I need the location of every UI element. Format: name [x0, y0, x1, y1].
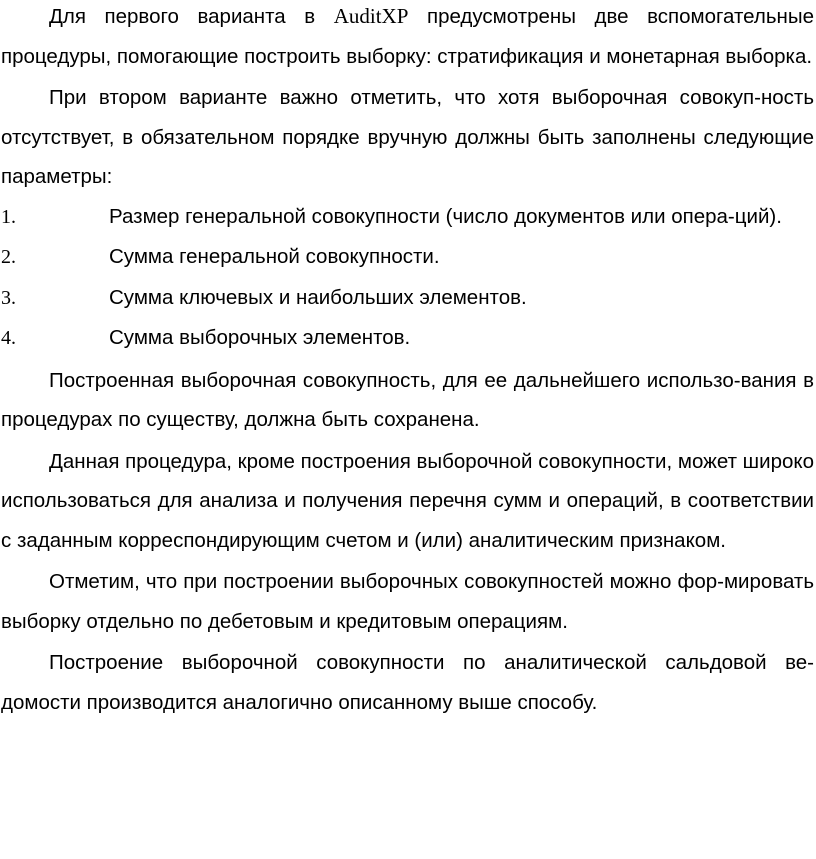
- list-text: Размер генеральной совокупности (число документов или опера-ций).: [109, 204, 782, 228]
- paragraph-text: Для первого варианта в: [49, 5, 334, 28]
- paragraph-analytical-statement: Построение выборочной совокупности по аналитической сальдовой ве-домости производится аналогично описанному выше способу.: [1, 651, 814, 714]
- list-item: [1, 197, 814, 238]
- paragraph-procedure-usage: Данная процедура, кроме построения выборочной совокупности, может широко использоваться для анализа и получения перечня сумм и операций, в соответствии с заданным корреспондирующим счетом и (или) аналитическим признаком.: [1, 449, 814, 552]
- list-item: [1, 318, 814, 359]
- list-item: [1, 278, 814, 319]
- list-number: 2.: [1, 246, 16, 268]
- list-item: [1, 237, 814, 278]
- paragraph-saved-sample: Построенная выборочная совокупность, для ее дальнейшего использо-вания в процедурах по существу, должна быть сохранена.: [1, 368, 814, 431]
- list-number: 1.: [1, 205, 16, 228]
- product-name: AuditXP: [333, 4, 409, 28]
- list-number: 3.: [1, 286, 16, 309]
- paragraph-second-variant: При втором варианте важно отметить, что хотя выборочная совокуп-ность отсутствует, в обязательном порядке вручную должны быть заполнены следующие параметры:: [1, 86, 814, 188]
- list-text: Сумма генеральной совокупности.: [109, 245, 440, 268]
- paragraph-sampling-procedures: [1, 0, 814, 76]
- list-text: Сумма выборочных элементов.: [109, 326, 411, 349]
- list-text: Сумма ключевых и наибольших элементов.: [109, 285, 527, 309]
- list-number: 4.: [1, 327, 16, 349]
- paragraph-text: предусмотрены две вспомогательные процедуры, помогающие построить выборку: стратификация и монетарная выборка.: [1, 5, 814, 68]
- paragraph-debit-credit: Отметим, что при построении выборочных совокупностей можно фор-мировать выборку отдельно по дебетовым и кредитовым операциям.: [1, 570, 814, 633]
